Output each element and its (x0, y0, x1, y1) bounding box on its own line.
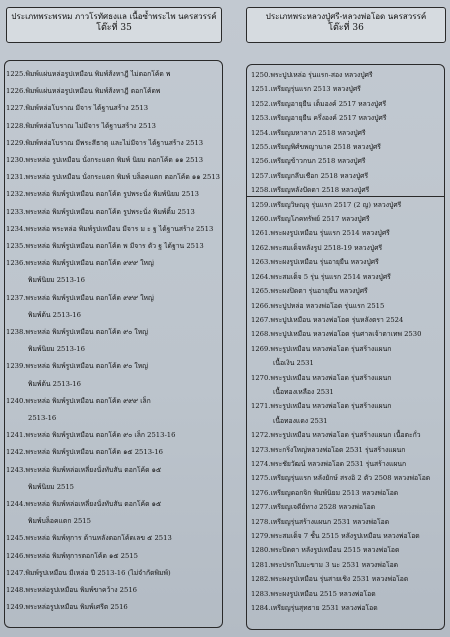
catalog-item (251, 572, 444, 586)
item-description: พระหล่อ รูปเหมือน นั่งกระแตก พิมพ์ บล็อคแตก ตอกโค้ด ๑๑ 2513 (25, 173, 220, 182)
item-description: พระหล่อรูปเหมือน พิมพ์เศรีต 2516 (25, 603, 128, 612)
item-description: พิมพ์บล็อคแตก 2515 (28, 517, 91, 526)
item-description: พระหล่อรูปเหมือน พิมพ์ขาคว้าง 2516 (25, 586, 137, 595)
item-number: 1247. (6, 568, 26, 577)
item-description: พระหล่อ รูปเหมือน นั่งกระแตก พิมพ์ นิยม ตอกโค้ด ๑๑ 2513 (25, 156, 204, 165)
item-description: เหรียญหลังปัดดา 2518 หลวงปู่ศรี (270, 186, 370, 195)
catalog-item (6, 255, 220, 272)
catalog-item (251, 500, 444, 514)
catalog-item (251, 140, 444, 154)
item-number: 1265. (251, 287, 271, 296)
item-description: พระผงรูปเหมือน รุ่นแรก 2514 หลวงปู่ศรี (270, 229, 390, 238)
item-description: พระรูปเหมือน หลวงพ่อโอด รุ่นสร้างแผนก เนื้อตะกั่ว (270, 431, 421, 440)
catalog-item (251, 255, 444, 269)
right-table-label: โต๊ะที่ 36 (328, 23, 364, 33)
left-column-header (6, 7, 222, 43)
item-number: 1249. (6, 603, 26, 612)
item-description: พระหล่อ พิมพ์หล่อเหลี่ยงนั่งทับสัน ตอกโค้ด ๑๕ (25, 500, 162, 509)
item-number: 1243. (6, 465, 26, 474)
item-description: เหรียญดอกจิก พิมพ์นิยม 2513 หลวงพ่อโอด (270, 488, 399, 497)
catalog-item (6, 599, 220, 616)
catalog-item (251, 543, 444, 557)
item-number: 1228. (6, 121, 26, 130)
catalog-item (251, 371, 444, 385)
catalog-item (6, 496, 220, 513)
item-number: 1235. (6, 242, 26, 251)
item-number: 1236. (6, 259, 26, 268)
item-number: 1263. (251, 258, 271, 267)
item-description: พระหล่อ พิมพ์ทุการตอกโค้ด ๑๕ 2515 (25, 551, 138, 560)
catalog-item (6, 169, 220, 186)
catalog-item (6, 582, 220, 599)
item-number: 1237. (6, 293, 26, 302)
catalog-item (251, 111, 444, 125)
item-description: พระหล่อ พิมพ์ทุการ ด้านหลังตอกโค้ดเลข ๕ 2513 (25, 534, 172, 543)
catalog-item (6, 290, 220, 307)
item-number: 1253. (251, 114, 271, 123)
item-number: 1239. (6, 362, 26, 371)
item-number: 1273. (251, 445, 271, 454)
catalog-item (6, 548, 220, 565)
item-description: พระรูปเหมือน หลวงพ่อโอด รุ่นสร้างแผนก (270, 344, 392, 353)
right-category-title: ประเภทพระหลวงปู่ศรี-หลวงพ่อโอด นครสวรรค์ (265, 12, 427, 21)
left-item-list (6, 66, 220, 617)
item-description: พิมพ์รูปเหมือน มีเหล่อ ปี 2513-16 (ไม่จำกัดพิมพ์) (25, 568, 171, 577)
item-number: 1280. (251, 546, 271, 555)
item-description: เหรียญวิษณุจุ รุ่นแรก 2517 (2 ญ) หลวงปู่ศรี (270, 200, 402, 209)
left-category-title: ประเภทพระพรหม ภาวโรทัศธงแล เนื้อซ้ำพระไพ นครสวรรค์ (11, 12, 217, 21)
item-description: พิมพ์หล่อโบราณ มีจาร ได้ฐานสร้าง 2513 (25, 104, 149, 113)
catalog-item (6, 565, 220, 582)
item-description: พระปรกใบมะขาม 3 นะ 2531 หลวงพ่อโอด (270, 560, 399, 569)
catalog-item (251, 443, 444, 457)
item-number: 1257. (251, 171, 271, 180)
catalog-item (251, 601, 444, 615)
item-description: พระหล่อ พระหล่อ พิมพ์รูปเหมือน มีจาร ม ะ ฐ ได้ฐานสร้าง 2513 (25, 224, 214, 233)
item-description: พระหล่อ พิมพ์รูปเหมือน ตอกโค้ด ๙๐ เล็ก 2513-16 (25, 431, 176, 440)
catalog-item (251, 154, 444, 168)
item-description: เหรียญมหาลาภ 2518 หลวงปู่ศรี (270, 128, 366, 137)
item-number: 1227. (6, 104, 26, 113)
catalog-item (251, 313, 444, 327)
catalog-item (6, 238, 220, 255)
item-description: พระสมเด็จหลังรูป 2518-19 หลวงปู่ศรี (270, 243, 383, 252)
item-number: 1262. (251, 243, 271, 252)
right-item-list (251, 68, 444, 615)
item-description: เหรียญรุ่นแรก หลังยักษ์ สรงอิ 2 ตัว 2508 หลวงพ่อโอด (270, 474, 431, 483)
catalog-item-continuation (6, 410, 220, 427)
item-number: 1248. (6, 586, 26, 595)
catalog-item (6, 83, 220, 100)
catalog-item (6, 66, 220, 83)
right-column-header (246, 7, 446, 43)
item-number: 1241. (6, 431, 26, 440)
item-description: พระปูปหล่อ หลวงพ่อโอด รุ่นแรก 2515 (270, 301, 385, 310)
item-description: พระผงปิดตา รุ่นอายุยืน หลวงปู่ศรี (270, 287, 368, 296)
item-number: 1260. (251, 215, 271, 224)
catalog-item (251, 198, 444, 212)
item-number: 1255. (251, 143, 271, 152)
item-description: พระหล่อ พิมพ์หล่อเหลี่ยงนั่งทับสัน ตอกโค้ด ๑๕ (25, 465, 162, 474)
catalog-item (251, 558, 444, 572)
item-description: พระหล่อ พิมพ์รูปเหมือน ตอกโค้ด รูปพระนั่ง พิมพ์นิยม 2513 (25, 190, 199, 199)
catalog-item (251, 529, 444, 543)
item-description: พระหล่อ พิมพ์รูปเหมือน ตอกโค้ด รูปพระนั่ง พิมพ์ติ้ม 2513 (25, 207, 195, 216)
item-description: พระรูปเหมือน หลวงพ่อโอด รุ่นสร้างแผนก (270, 402, 392, 411)
item-description: พระผงรูปเหมือน รุ่นอายุยืน หลวงปู่ศรี (270, 258, 379, 267)
catalog-item-continuation (6, 341, 220, 358)
item-description: พระหล่อ พิมพ์รูปเหมือน ตอกโค้ด ๑๕ 2513-16 (25, 448, 163, 457)
item-number: 1284. (251, 604, 271, 613)
catalog-item (6, 135, 220, 152)
item-description: พิมพ์นิยม 2515 (28, 482, 75, 491)
item-number: 1275. (251, 474, 271, 483)
item-description: เหรียญรุ่นแรก 2513 หลวงปู่ศรี (270, 85, 361, 94)
item-description: เนื้อเงิน 2531 (273, 359, 314, 368)
item-description: พระหล่อ พิมพ์รูปเหมือน ตอกโค้ด ๙๙๙ ใหญ่ (25, 259, 154, 268)
item-number: 1277. (251, 503, 271, 512)
catalog-item (6, 152, 220, 169)
item-number: 1230. (6, 156, 26, 165)
item-description: พิมพ์หล่อโบราณ ไม่มีจาร ได้ฐานสร้าง 2513 (25, 121, 156, 130)
item-description: พิมพ์นิยม 2513-16 (28, 345, 85, 354)
catalog-item (6, 118, 220, 135)
item-number: 1281. (251, 560, 271, 569)
item-description: พิมพ์แผ่นหล่อรูปเหมือน พิมพ์ส้งหาฎี ไม่ตอกโค้ด พ (25, 70, 171, 78)
catalog-item (251, 342, 444, 356)
catalog-item (251, 270, 444, 284)
catalog-item (6, 324, 220, 341)
catalog-item (251, 486, 444, 500)
item-description: เหรียญข้าวกนก 2518 หลวงปู่ศรี (270, 157, 366, 166)
catalog-item-continuation (6, 479, 220, 496)
item-number: 1226. (6, 87, 26, 96)
catalog-item (251, 212, 444, 226)
catalog-item (251, 471, 444, 485)
catalog-item-continuation (251, 414, 444, 428)
catalog-item (251, 587, 444, 601)
catalog-item-continuation (6, 307, 220, 324)
left-table-label: โต๊ะที่ 35 (96, 23, 132, 33)
item-description: พระปูปเหล่อ รุ่นแรก-สอง หลวงปู่ศรี (270, 71, 373, 79)
item-description: พิมพ์นิยม 2513-16 (28, 276, 85, 285)
catalog-item (6, 427, 220, 444)
item-number: 1269. (251, 344, 271, 353)
item-description: พระหล่อ พิมพ์รูปเหมือน ตอกโค้ด ๙๙๙ เล็ก (25, 396, 151, 405)
item-description: พิมพ์ต้น 2513-16 (28, 310, 81, 319)
item-number: 1271. (251, 402, 271, 411)
catalog-item (251, 327, 444, 341)
item-number: 1252. (251, 99, 271, 108)
catalog-item (251, 226, 444, 240)
catalog-item-continuation (251, 385, 444, 399)
item-number: 1274. (251, 459, 271, 468)
catalog-item (251, 515, 444, 529)
item-number: 1229. (6, 138, 26, 147)
catalog-item (251, 169, 444, 183)
item-description: พระปูปเหมือน หลวงพ่อโอด รุ่นศาลเจ้าตาเทพ 2530 (270, 330, 422, 339)
item-description: พระสมเด็จ 5 รุ่น รุ่นแรก 2514 หลวงปู่ศรี (270, 272, 391, 281)
catalog-item (6, 100, 220, 117)
item-number: 1258. (251, 186, 271, 195)
item-number: 1267. (251, 315, 271, 324)
item-description: พระกริ่งใหญ่หลวงพ่อโอด 2531 รุ่นสร้างแผนก (270, 445, 406, 454)
item-number: 1268. (251, 330, 271, 339)
item-description: เหรียญพิศ์ขพญานาค 2518 หลวงปู่ศรี (270, 143, 381, 152)
item-number: 1272. (251, 431, 271, 440)
item-number: 1231. (6, 173, 26, 182)
item-number: 1266. (251, 301, 271, 310)
catalog-item (6, 204, 220, 221)
catalog-item-continuation (6, 513, 220, 530)
catalog-item (6, 530, 220, 547)
item-description: เหรียญรุ่นสร้างแผนก 2531 หลวงพ่อโอด (270, 517, 390, 526)
catalog-item (6, 462, 220, 479)
item-description: 2513-16 (28, 414, 57, 423)
item-number: 1254. (251, 128, 271, 137)
catalog-item (251, 68, 444, 82)
catalog-item (251, 299, 444, 313)
item-number: 1264. (251, 272, 271, 281)
item-description: เหรียญอายุยืน เต็มองค์ 2517 หลวงปู่ศรี (270, 99, 387, 108)
catalog-item (251, 82, 444, 96)
item-number: 1233. (6, 207, 26, 216)
catalog-item-continuation (6, 272, 220, 289)
catalog-item-continuation (251, 356, 444, 370)
catalog-item-continuation (6, 376, 220, 393)
item-number: 1234. (6, 224, 26, 233)
catalog-item (6, 186, 220, 203)
item-number: 1245. (6, 534, 26, 543)
catalog-item (251, 126, 444, 140)
item-description: พิมพ์หล่อโบราณ มีพระสีธาตุ และไม่มีจาร ได้ฐานสร้าง 2513 (25, 138, 204, 147)
item-description: พระผงรูปเหมือน รุ่นสายเชิง 2531 หลวงพ่อโอด (270, 575, 409, 584)
item-description: พระหล่อ พิมพ์รูปเหมือน ตอกโค้ด ๙๐ ใหญ่ (25, 362, 148, 371)
item-description: เหรียญเจดีย์ทาง 2528 หลวงพ่อโอด (270, 503, 376, 512)
item-number: 1278. (251, 517, 271, 526)
item-description: พระปูปเหมือน หลวงพ่อโอด รุ่นหลังตรา 2524 (270, 315, 404, 324)
item-number: 1256. (251, 157, 271, 166)
item-description: เหรียญรุ่นสุทธาย 2531 หลวงพ่อโอด (270, 604, 378, 613)
item-description: เนื้อทองแดง 2531 (273, 416, 328, 425)
item-number: 1279. (251, 532, 271, 540)
item-number: 1261. (251, 229, 271, 238)
item-description: พระหล่อ พิมพ์รูปเหมือน ตอกโค้ด พ มีจาร ตัว ฐ ได้ฐาน 2513 (25, 242, 204, 251)
item-description: พิมพ์ต้น 2513-16 (28, 379, 81, 388)
item-number: 1276. (251, 488, 271, 497)
item-number: 1250. (251, 71, 271, 79)
item-description: พระปิดตา หลังรูปเหมือน 2515 หลวงพ่อโอด (270, 546, 400, 555)
catalog-item (6, 221, 220, 238)
catalog-item (251, 241, 444, 255)
item-number: 1246. (6, 551, 26, 560)
item-number: 1259. (251, 200, 271, 209)
catalog-item (251, 183, 444, 197)
item-description: พระชัยวัฒน์ หลวงพ่อโอด 2531 รุ่นสร้างแผนก (270, 459, 407, 468)
item-description: พระรูปเหมือน หลวงพ่อโอด รุ่นสร้างแผนก (270, 373, 392, 382)
item-description: พระหล่อ พิมพ์รูปเหมือน ตอกโค้ด ๙๙๙ ใหญ่ (25, 293, 154, 302)
catalog-item (6, 444, 220, 461)
item-number: 1242. (6, 448, 26, 457)
catalog-item (251, 284, 444, 298)
catalog-item (251, 428, 444, 442)
item-description: เหรียญกลีบเชือก 2518 หลวงปู่ศรี (270, 171, 369, 180)
catalog-item (251, 457, 444, 471)
item-number: 1244. (6, 500, 26, 509)
catalog-item (6, 358, 220, 375)
item-number: 1238. (6, 328, 26, 337)
item-number: 1225. (6, 70, 26, 78)
item-description: พิมพ์แผ่นหล่อรูปเหมือน พิมพ์ส้งหาฎี ตอกโค้ดพ (25, 87, 161, 96)
item-description: พระผงรูปเหมือน 2515 หลวงพ่อโอด (270, 589, 376, 598)
catalog-item (251, 97, 444, 111)
item-number: 1240. (6, 396, 26, 405)
item-description: พระหล่อ พิมพ์รูปเหมือน ตอกโค้ด ๙๐ ใหญ่ (25, 328, 148, 337)
item-description: เหรียญอายุยืน ครึ่งองค์ 2517 หลวงปู่ศรี (270, 114, 387, 123)
item-description: เนื้อทองเหลือง 2531 (273, 387, 334, 396)
item-number: 1282. (251, 575, 271, 584)
catalog-item (251, 399, 444, 413)
catalog-item (6, 393, 220, 410)
item-number: 1270. (251, 373, 271, 382)
item-number: 1232. (6, 190, 26, 199)
item-number: 1251. (251, 85, 271, 94)
item-description: พระสมเด็จ 7 ชั้น 2515 หลังรูปเหมือน หลวงพ่อโอด (270, 532, 420, 540)
item-number: 1283. (251, 589, 271, 598)
item-description: เหรียญโภคทรัพย์ 2517 หลวงปู่ศรี (270, 215, 370, 224)
